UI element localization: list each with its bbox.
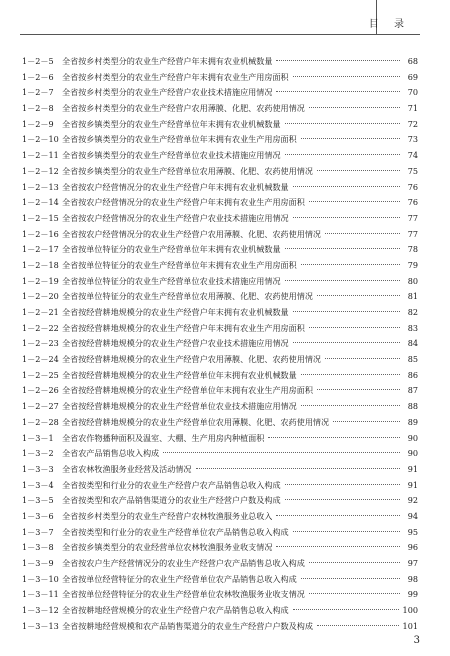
header-rule <box>20 34 420 35</box>
toc-entry-title: 全省按单位特征分的农业生产经营单位农业技术措施应用情况 <box>62 275 281 286</box>
toc-entry[interactable] <box>22 242 418 258</box>
toc-entry[interactable] <box>22 368 418 384</box>
toc-entry-page: 87 <box>407 385 418 396</box>
toc-entry-title: 全省按乡村类型分的农业生产经营户农林牧渔服务业总收入 <box>62 510 273 521</box>
toc-entry-page: 95 <box>407 526 418 537</box>
toc-entry[interactable] <box>22 493 418 509</box>
toc-entry-number: 1－2－26 <box>22 385 59 396</box>
toc-entry-title: 全省按农户经营情况分的农业生产经营户农用薄膜、化肥、农药使用情况 <box>62 228 322 239</box>
toc-entry[interactable] <box>22 462 418 478</box>
toc-entry-number: 1－2－6 <box>22 71 54 82</box>
toc-dot-leader <box>301 374 400 375</box>
toc-entry-number: 1－2－14 <box>22 197 59 208</box>
toc-entry-page: 74 <box>407 150 418 161</box>
toc-dot-leader <box>309 201 400 202</box>
toc-entry-page: 91 <box>407 479 418 490</box>
toc-entry-title: 全省按类型和行业分的农业生产经营户农产品销售总收入构成 <box>62 479 281 490</box>
toc-entry[interactable] <box>22 540 418 556</box>
toc-entry-number: 1－2－16 <box>22 228 59 239</box>
toc-entry-page: 84 <box>407 338 418 349</box>
toc-entry-title: 全省按乡镇类型分的农业生产经营单位农业技术措施应用情况 <box>62 150 281 161</box>
toc-entry[interactable] <box>22 305 418 321</box>
toc-entry-title: 全省按单位特征分的农业生产经营单位年末拥有农业机械数量 <box>62 244 281 255</box>
toc-dot-leader <box>276 515 400 516</box>
toc-entry-title: 全省按耕地经营规模和农产品销售渠道分的农业生产经营户户数及构成 <box>62 620 313 631</box>
toc-entry[interactable] <box>22 415 418 431</box>
toc-entry[interactable] <box>22 85 418 101</box>
toc-dot-leader <box>196 468 400 469</box>
toc-entry-title: 全省按类型和行业分的农业生产经营单位农产品销售总收入构成 <box>62 526 289 537</box>
toc-entry-number: 1－2－10 <box>22 134 59 145</box>
toc-entry-page: 68 <box>407 56 418 66</box>
toc-entry-number: 1－2－13 <box>22 181 59 192</box>
toc-entry-page: 83 <box>407 322 418 333</box>
toc-entry-page: 80 <box>407 275 418 286</box>
toc-dot-leader <box>301 405 400 406</box>
toc-entry-number: 1－3－6 <box>22 510 54 521</box>
toc-entry-page: 100 <box>402 605 418 616</box>
toc-entry[interactable] <box>22 70 418 86</box>
toc-entry[interactable] <box>22 180 418 196</box>
toc-entry-number: 1－2－24 <box>22 354 59 365</box>
toc-entry-number: 1－2－11 <box>22 150 59 161</box>
toc-entry-title: 全省按经营耕地规模分的农业生产经营单位农业技术措施应用情况 <box>62 401 297 412</box>
toc-entry[interactable] <box>22 399 418 415</box>
toc-entry-title: 全省农作物播种面积及温室、大棚、生产用房内种植面积 <box>62 432 265 443</box>
toc-entry-number: 1－2－25 <box>22 369 59 380</box>
toc-entry-page: 77 <box>407 228 418 239</box>
toc-entry-page: 73 <box>407 134 418 145</box>
toc-dot-leader <box>333 421 400 422</box>
toc-entry-title: 全省农林牧渔服务业经营及活动情况 <box>62 463 192 474</box>
toc-entry-page: 76 <box>407 181 418 192</box>
toc-entry-page: 96 <box>407 542 418 553</box>
toc-entry-number: 1－3－12 <box>22 605 59 616</box>
table-of-contents <box>22 54 418 634</box>
toc-entry[interactable] <box>22 289 418 305</box>
toc-entry-title: 全省按单位特征分的农业生产经营单位年末拥有农业生产用房面积 <box>62 259 297 270</box>
toc-entry-number: 1－3－4 <box>22 479 54 490</box>
toc-entry[interactable] <box>22 336 418 352</box>
toc-entry-page: 77 <box>407 212 418 223</box>
toc-dot-leader <box>268 437 400 438</box>
toc-entry-title: 全省按乡村类型分的农业生产经营户年末拥有农业生产用房面积 <box>62 71 289 82</box>
toc-entry-number: 1－2－23 <box>22 338 59 349</box>
toc-entry[interactable] <box>22 101 418 117</box>
toc-entry-page: 90 <box>407 432 418 443</box>
toc-entry-number: 1－2－21 <box>22 307 59 317</box>
toc-entry-title: 全省按经营耕地规模分的农业生产经营户年末拥有农业生产用房面积 <box>62 322 305 333</box>
toc-entry[interactable] <box>22 132 418 148</box>
toc-entry[interactable] <box>22 525 418 541</box>
toc-entry-page: 99 <box>407 589 418 600</box>
toc-dot-leader <box>276 546 400 547</box>
toc-entry[interactable] <box>22 195 418 211</box>
toc-dot-leader <box>317 295 400 296</box>
toc-dot-leader <box>293 311 400 312</box>
toc-dot-leader <box>293 531 400 532</box>
toc-entry-title: 全省按经营耕地规模分的农业生产经营单位年末拥有农业生产用房面积 <box>62 385 313 396</box>
toc-entry-number: 1－2－17 <box>22 244 59 255</box>
toc-entry-title: 全省按乡镇类型分的农业生产经营单位年末拥有农业机械数量 <box>62 118 281 129</box>
toc-dot-leader <box>276 91 400 92</box>
toc-entry-page: 69 <box>407 71 418 82</box>
toc-entry-page: 75 <box>407 165 418 176</box>
toc-dot-leader <box>325 358 400 359</box>
toc-entry-title: 全省按经营耕地规模分的农业生产经营户农用薄膜、化肥、农药使用情况 <box>62 354 322 365</box>
toc-entry-number: 1－2－7 <box>22 87 54 98</box>
toc-dot-leader <box>301 264 400 265</box>
toc-entry[interactable] <box>22 148 418 164</box>
toc-dot-leader <box>325 233 400 234</box>
toc-dot-leader <box>309 327 400 328</box>
toc-entry-page: 92 <box>407 495 418 506</box>
toc-dot-leader <box>163 452 400 453</box>
toc-entry-title: 全省按乡镇类型分的农业生产经营单位年末拥有农业生产用房面积 <box>62 134 297 145</box>
toc-entry-number: 1－3－11 <box>22 589 59 600</box>
toc-entry[interactable] <box>22 258 418 274</box>
toc-entry-title: 全省按农户生产经营情况分的农业生产经营户农产品销售总收入构成 <box>62 558 305 568</box>
toc-entry[interactable] <box>22 431 418 447</box>
toc-entry[interactable] <box>22 54 418 70</box>
toc-entry-number: 1－2－8 <box>22 103 54 114</box>
toc-entry-title: 全省农产品销售总收入构成 <box>62 448 160 459</box>
toc-entry-number: 1－3－3 <box>22 463 54 474</box>
toc-entry-page: 94 <box>407 510 418 521</box>
toc-entry-title: 全省按经营耕地规模分的农业生产经营户年末拥有农业机械数量 <box>62 307 289 317</box>
toc-entry[interactable] <box>22 603 418 619</box>
toc-dot-leader <box>285 280 400 281</box>
toc-entry-page: 81 <box>407 291 418 302</box>
toc-entry-number: 1－2－22 <box>22 322 59 333</box>
toc-entry-title: 全省按乡镇类型分的农业经营单位农林牧渔服务业收支情况 <box>62 542 273 553</box>
toc-entry[interactable] <box>22 619 418 635</box>
toc-entry[interactable] <box>22 572 418 588</box>
toc-entry-number: 1－2－5 <box>22 56 54 66</box>
toc-entry-title: 全省按乡村类型分的农业生产经营户年末拥有农业机械数量 <box>62 56 273 66</box>
toc-entry-number: 1－3－9 <box>22 558 54 568</box>
toc-entry[interactable] <box>22 478 418 494</box>
toc-entry-page: 86 <box>407 369 418 380</box>
toc-entry-page: 78 <box>407 244 418 255</box>
toc-dot-leader <box>309 562 400 563</box>
toc-entry-page: 70 <box>407 87 418 98</box>
toc-entry[interactable] <box>22 383 418 399</box>
toc-entry-page: 98 <box>407 573 418 584</box>
page-number: 3 <box>413 635 420 646</box>
toc-entry-title: 全省按类型和农产品销售渠道分的农业生产经营户户数及构成 <box>62 495 281 506</box>
toc-entry-title: 全省按单位经营特征分的农业生产经营单位农产品销售总收入构成 <box>62 573 297 584</box>
toc-dot-leader <box>285 484 400 485</box>
toc-dot-leader <box>309 107 400 108</box>
toc-entry-title: 全省按单位经营特征分的农业生产经营单位农林牧渔服务业收支情况 <box>62 589 305 600</box>
toc-dot-leader <box>301 578 400 579</box>
toc-entry-number: 1－2－28 <box>22 416 59 427</box>
toc-entry-title: 全省按乡村类型分的农业生产经营户农业技术措施应用情况 <box>62 87 273 98</box>
toc-entry-title: 全省按经营耕地规模分的农业生产经营单位年末拥有农业机械数量 <box>62 369 297 380</box>
toc-entry-number: 1－3－5 <box>22 495 54 506</box>
toc-entry-page: 89 <box>407 416 418 427</box>
toc-dot-leader <box>293 76 400 77</box>
toc-entry[interactable] <box>22 211 418 227</box>
toc-entry-title: 全省按单位特征分的农业生产经营单位农用薄膜、化肥、农药使用情况 <box>62 291 313 302</box>
toc-entry-page: 85 <box>407 354 418 365</box>
toc-dot-leader <box>317 170 400 171</box>
toc-entry-number: 1－2－20 <box>22 291 59 302</box>
toc-entry-number: 1－3－8 <box>22 542 54 553</box>
toc-entry-page: 90 <box>407 448 418 459</box>
toc-entry-page: 76 <box>407 197 418 208</box>
toc-entry-page: 82 <box>407 307 418 317</box>
toc-dot-leader <box>293 342 400 343</box>
toc-entry-page: 91 <box>407 463 418 474</box>
page-header-title: 目 录 <box>368 19 410 30</box>
toc-dot-leader <box>309 593 400 594</box>
toc-dot-leader <box>285 154 400 155</box>
toc-dot-leader <box>285 248 400 249</box>
toc-entry-number: 1－2－18 <box>22 259 59 270</box>
toc-entry-title: 全省按经营耕地规模分的农业生产经营单位农用薄膜、化肥、农药使用情况 <box>62 416 330 427</box>
toc-entry-page: 88 <box>407 401 418 412</box>
toc-entry-number: 1－3－1 <box>22 432 54 443</box>
toc-entry-title: 全省按农户经营情况分的农业生产经营户农业技术措施应用情况 <box>62 212 289 223</box>
toc-entry-page: 71 <box>407 103 418 114</box>
toc-entry[interactable] <box>22 352 418 368</box>
toc-entry-title: 全省按农户经营情况分的农业生产经营户年末拥有农业生产用房面积 <box>62 197 305 208</box>
toc-entry[interactable] <box>22 164 418 180</box>
toc-entry-number: 1－3－13 <box>22 620 59 631</box>
toc-entry[interactable] <box>22 587 418 603</box>
toc-dot-leader <box>293 186 400 187</box>
toc-entry-title: 全省按农户经营情况分的农业生产经营户年末拥有农业机械数量 <box>62 181 289 192</box>
toc-entry-page: 97 <box>407 558 418 568</box>
toc-dot-leader <box>293 609 399 610</box>
toc-entry-number: 1－2－15 <box>22 212 59 223</box>
toc-entry[interactable] <box>22 274 418 290</box>
toc-entry-title: 全省按经营耕地规模分的农业生产经营户农业技术措施应用情况 <box>62 338 289 349</box>
toc-entry[interactable] <box>22 117 418 133</box>
toc-dot-leader <box>276 60 400 61</box>
toc-entry-page: 72 <box>407 118 418 129</box>
toc-entry-number: 1－2－19 <box>22 275 59 286</box>
toc-dot-leader <box>285 123 400 124</box>
toc-dot-leader <box>317 625 399 626</box>
toc-entry-number: 1－3－2 <box>22 448 54 459</box>
toc-entry-number: 1－3－7 <box>22 526 54 537</box>
toc-entry[interactable] <box>22 227 418 243</box>
toc-dot-leader <box>293 217 400 218</box>
toc-entry-title: 全省按乡镇类型分的农业生产经营单位农用薄膜、化肥、农药使用情况 <box>62 165 313 176</box>
toc-entry[interactable] <box>22 509 418 525</box>
toc-entry[interactable] <box>22 446 418 462</box>
toc-entry-title: 全省按乡村类型分的农业生产经营户农用薄膜、化肥、农药使用情况 <box>62 103 305 114</box>
toc-dot-leader <box>317 389 400 390</box>
toc-entry-number: 1－3－10 <box>22 573 59 584</box>
toc-entry-number: 1－2－12 <box>22 165 59 176</box>
toc-entry-title: 全省按耕地经营规模分的农业生产经营户农产品销售总收入构成 <box>62 605 289 616</box>
toc-dot-leader <box>301 138 400 139</box>
toc-entry[interactable] <box>22 556 418 572</box>
toc-entry[interactable] <box>22 321 418 337</box>
toc-entry-number: 1－2－27 <box>22 401 59 412</box>
toc-entry-page: 79 <box>407 259 418 270</box>
toc-dot-leader <box>285 499 400 500</box>
toc-entry-page: 101 <box>402 620 418 631</box>
toc-entry-number: 1－2－9 <box>22 118 54 129</box>
